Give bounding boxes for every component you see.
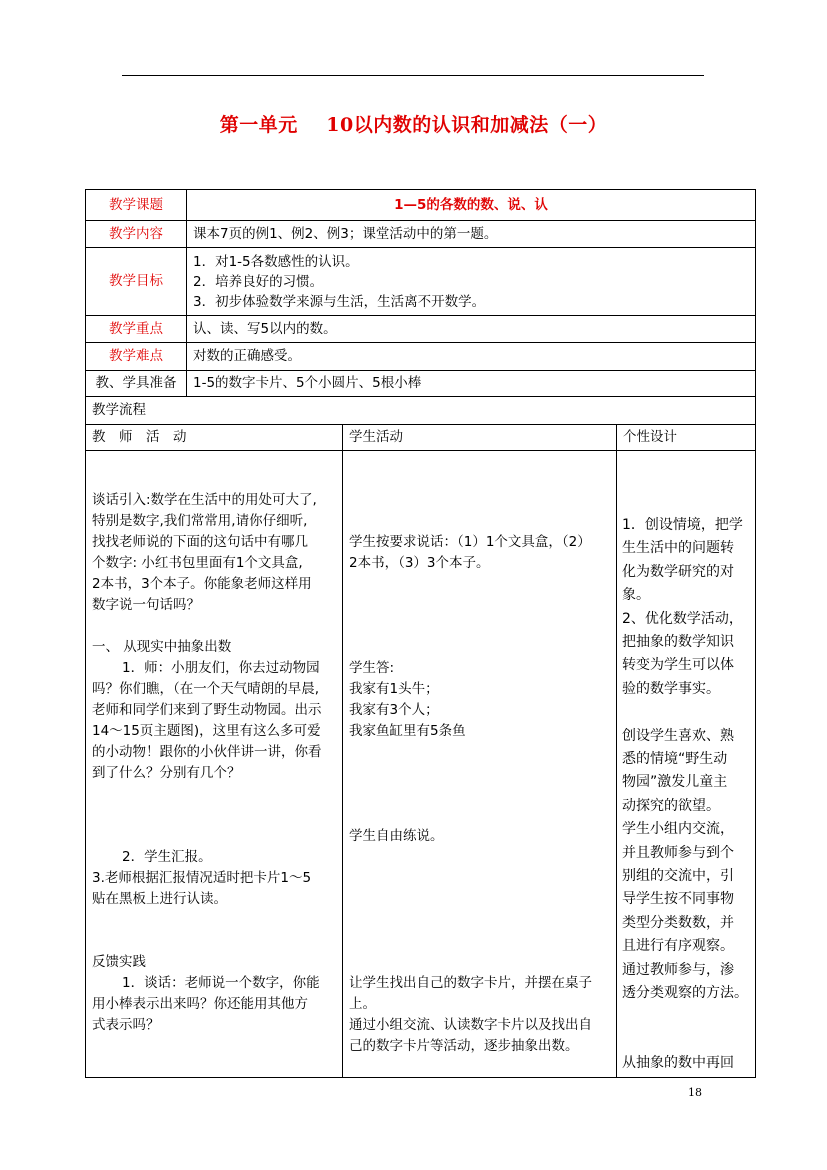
design-line: 象。 (622, 587, 650, 604)
teacher-line: 老师和同学们来到了野生动物园。出示 (92, 702, 322, 719)
teacher-line: 式表示吗？ (92, 1017, 160, 1034)
tools-value: 1-5的数字卡片、5个小圆片、5根小棒 (187, 371, 756, 397)
page-number: 18 (688, 1086, 702, 1099)
design-line: 从抽象的数中再回 (622, 1054, 734, 1071)
design-line: 导学生按不同事物 (622, 891, 734, 908)
teacher-line: 14～15页主题图)，这里有这么多可爱 (92, 723, 321, 740)
teacher-line: 贴在黑板上进行认读。 (92, 891, 227, 908)
col-header-teacher: 教 师 活 动 (86, 425, 343, 451)
student-line: 我家鱼缸里有5条鱼 (349, 723, 466, 740)
student-line: 学生答: (349, 660, 395, 677)
design-line: 类型分类数数，并 (622, 914, 734, 931)
teacher-line: 数字说一句话吗？ (92, 597, 200, 614)
row-flow (86, 397, 756, 425)
design-notes (617, 451, 756, 1078)
row-difficult-point (86, 343, 756, 371)
student-line: 2本书，（3）3个本子。 (349, 555, 490, 572)
tools-label: 教、学具准备 (86, 371, 187, 397)
teacher-activity (86, 451, 343, 1078)
teacher-line: 到了什么？分别有几个？ (92, 765, 241, 782)
header-rule (122, 75, 704, 76)
design-line: 学生小组内交流， (622, 821, 734, 838)
lesson-plan-table (85, 189, 756, 1078)
section-heading: 一、 从现实中抽象出数 (92, 639, 232, 656)
content-value: 课本7页的例1、例2、例3；课堂活动中的第一题。 (187, 221, 756, 248)
row-column-headers (86, 425, 756, 451)
design-line: 悉的情境“野生动 (622, 751, 728, 768)
design-line: 且进行有序观察。 (622, 938, 734, 955)
difficult-label: 教学难点 (86, 343, 187, 371)
design-line: 化为数学研究的对 (622, 563, 734, 580)
goals-list (187, 248, 756, 316)
row-tools (86, 371, 756, 397)
row-goals (86, 248, 756, 316)
design-line: 把抽象的数学知识 (622, 634, 734, 651)
topic-label: 教学课题 (86, 190, 187, 221)
design-line: 创设学生喜欢、熟 (622, 727, 734, 744)
goal-item: 2．培养良好的习惯。 (193, 273, 324, 290)
col-header-design: 个性设计 (617, 425, 756, 451)
design-line: 物园”激发儿童主 (622, 774, 728, 791)
teacher-line: 个数字: 小红书包里面有1个文具盒, (92, 555, 303, 572)
teacher-line: 用小棒表示出来吗？你还能用其他方 (92, 996, 308, 1013)
student-line: 我家有3个人； (349, 702, 439, 719)
teacher-line: 吗？你们瞧，（在一个天气晴朗的早晨, (92, 681, 320, 698)
section-heading: 反馈实践 (92, 954, 146, 971)
teacher-line: 谈话引入:数学在生活中的用处可大了, (92, 492, 317, 509)
difficult-value: 对数的正确感受。 (187, 343, 756, 371)
student-line: 己的数字卡片等活动，逐步抽象出数。 (349, 1038, 579, 1055)
teacher-line: 2．学生汇报。 (122, 849, 212, 866)
goal-item: 3．初步体验数学来源与生活，生活离不开数学。 (193, 293, 486, 310)
student-line: 通过小组交流、认读数字卡片以及找出自 (349, 1017, 592, 1034)
design-line: 透分类观察的方法。 (622, 985, 748, 1002)
design-line: 通过教师参与，渗 (622, 961, 734, 978)
teacher-line: 1．师：小朋友们，你去过动物园 (122, 660, 320, 677)
design-line: 并且教师参与到个 (622, 844, 734, 861)
teacher-line: 1．谈话：老师说一个数字，你能 (122, 975, 320, 992)
design-line: 动探究的欲望。 (622, 797, 720, 814)
teacher-line: 3.老师根据汇报情况适时把卡片1～5 (92, 870, 312, 887)
flow-label: 教学流程 (86, 397, 756, 425)
design-line: 生生活中的问题转 (622, 540, 734, 557)
teacher-line: 特别是数字,我们常常用,请你仔细听, (92, 513, 308, 530)
page-title: 第一单元 10以内数的认识和加减法（一） (219, 114, 608, 136)
col-header-student: 学生活动 (343, 425, 617, 451)
topic-value: 1—5的各数的数、说、认 (187, 190, 756, 221)
row-content (86, 221, 756, 248)
content-label: 教学内容 (86, 221, 187, 248)
student-activity (343, 451, 617, 1078)
design-line: 1．创设情境，把学 (622, 517, 743, 533)
student-line: 上。 (349, 996, 376, 1013)
teacher-line: 的小动物！跟你的小伙伴讲一讲，你看 (92, 744, 322, 761)
design-line: 别组的交流中，引 (622, 868, 734, 885)
teacher-line: 2本书，3个本子。你能象老师这样用 (92, 576, 312, 593)
key-value: 认、读、写5以内的数。 (187, 316, 756, 343)
design-line: 验的数学事实。 (622, 680, 720, 697)
student-line: 我家有1头牛； (349, 681, 439, 698)
teacher-line: 找找老师说的下面的这句话中有哪几 (92, 534, 308, 551)
student-line: 学生自由练说。 (349, 828, 444, 845)
student-line: 让学生找出自己的数字卡片，并摆在桌子 (349, 975, 592, 992)
student-line: 学生按要求说话：（1）1个文具盒，（2） (349, 534, 591, 551)
row-flow-body (86, 451, 756, 1078)
row-topic (86, 190, 756, 221)
goals-label: 教学目标 (86, 248, 187, 316)
goal-item: 1．对1-5各数感性的认识。 (193, 253, 359, 270)
row-key-point (86, 316, 756, 343)
design-line: 2、优化数学活动， (622, 610, 743, 627)
design-line: 转变为学生可以体 (622, 657, 734, 674)
key-label: 教学重点 (86, 316, 187, 343)
